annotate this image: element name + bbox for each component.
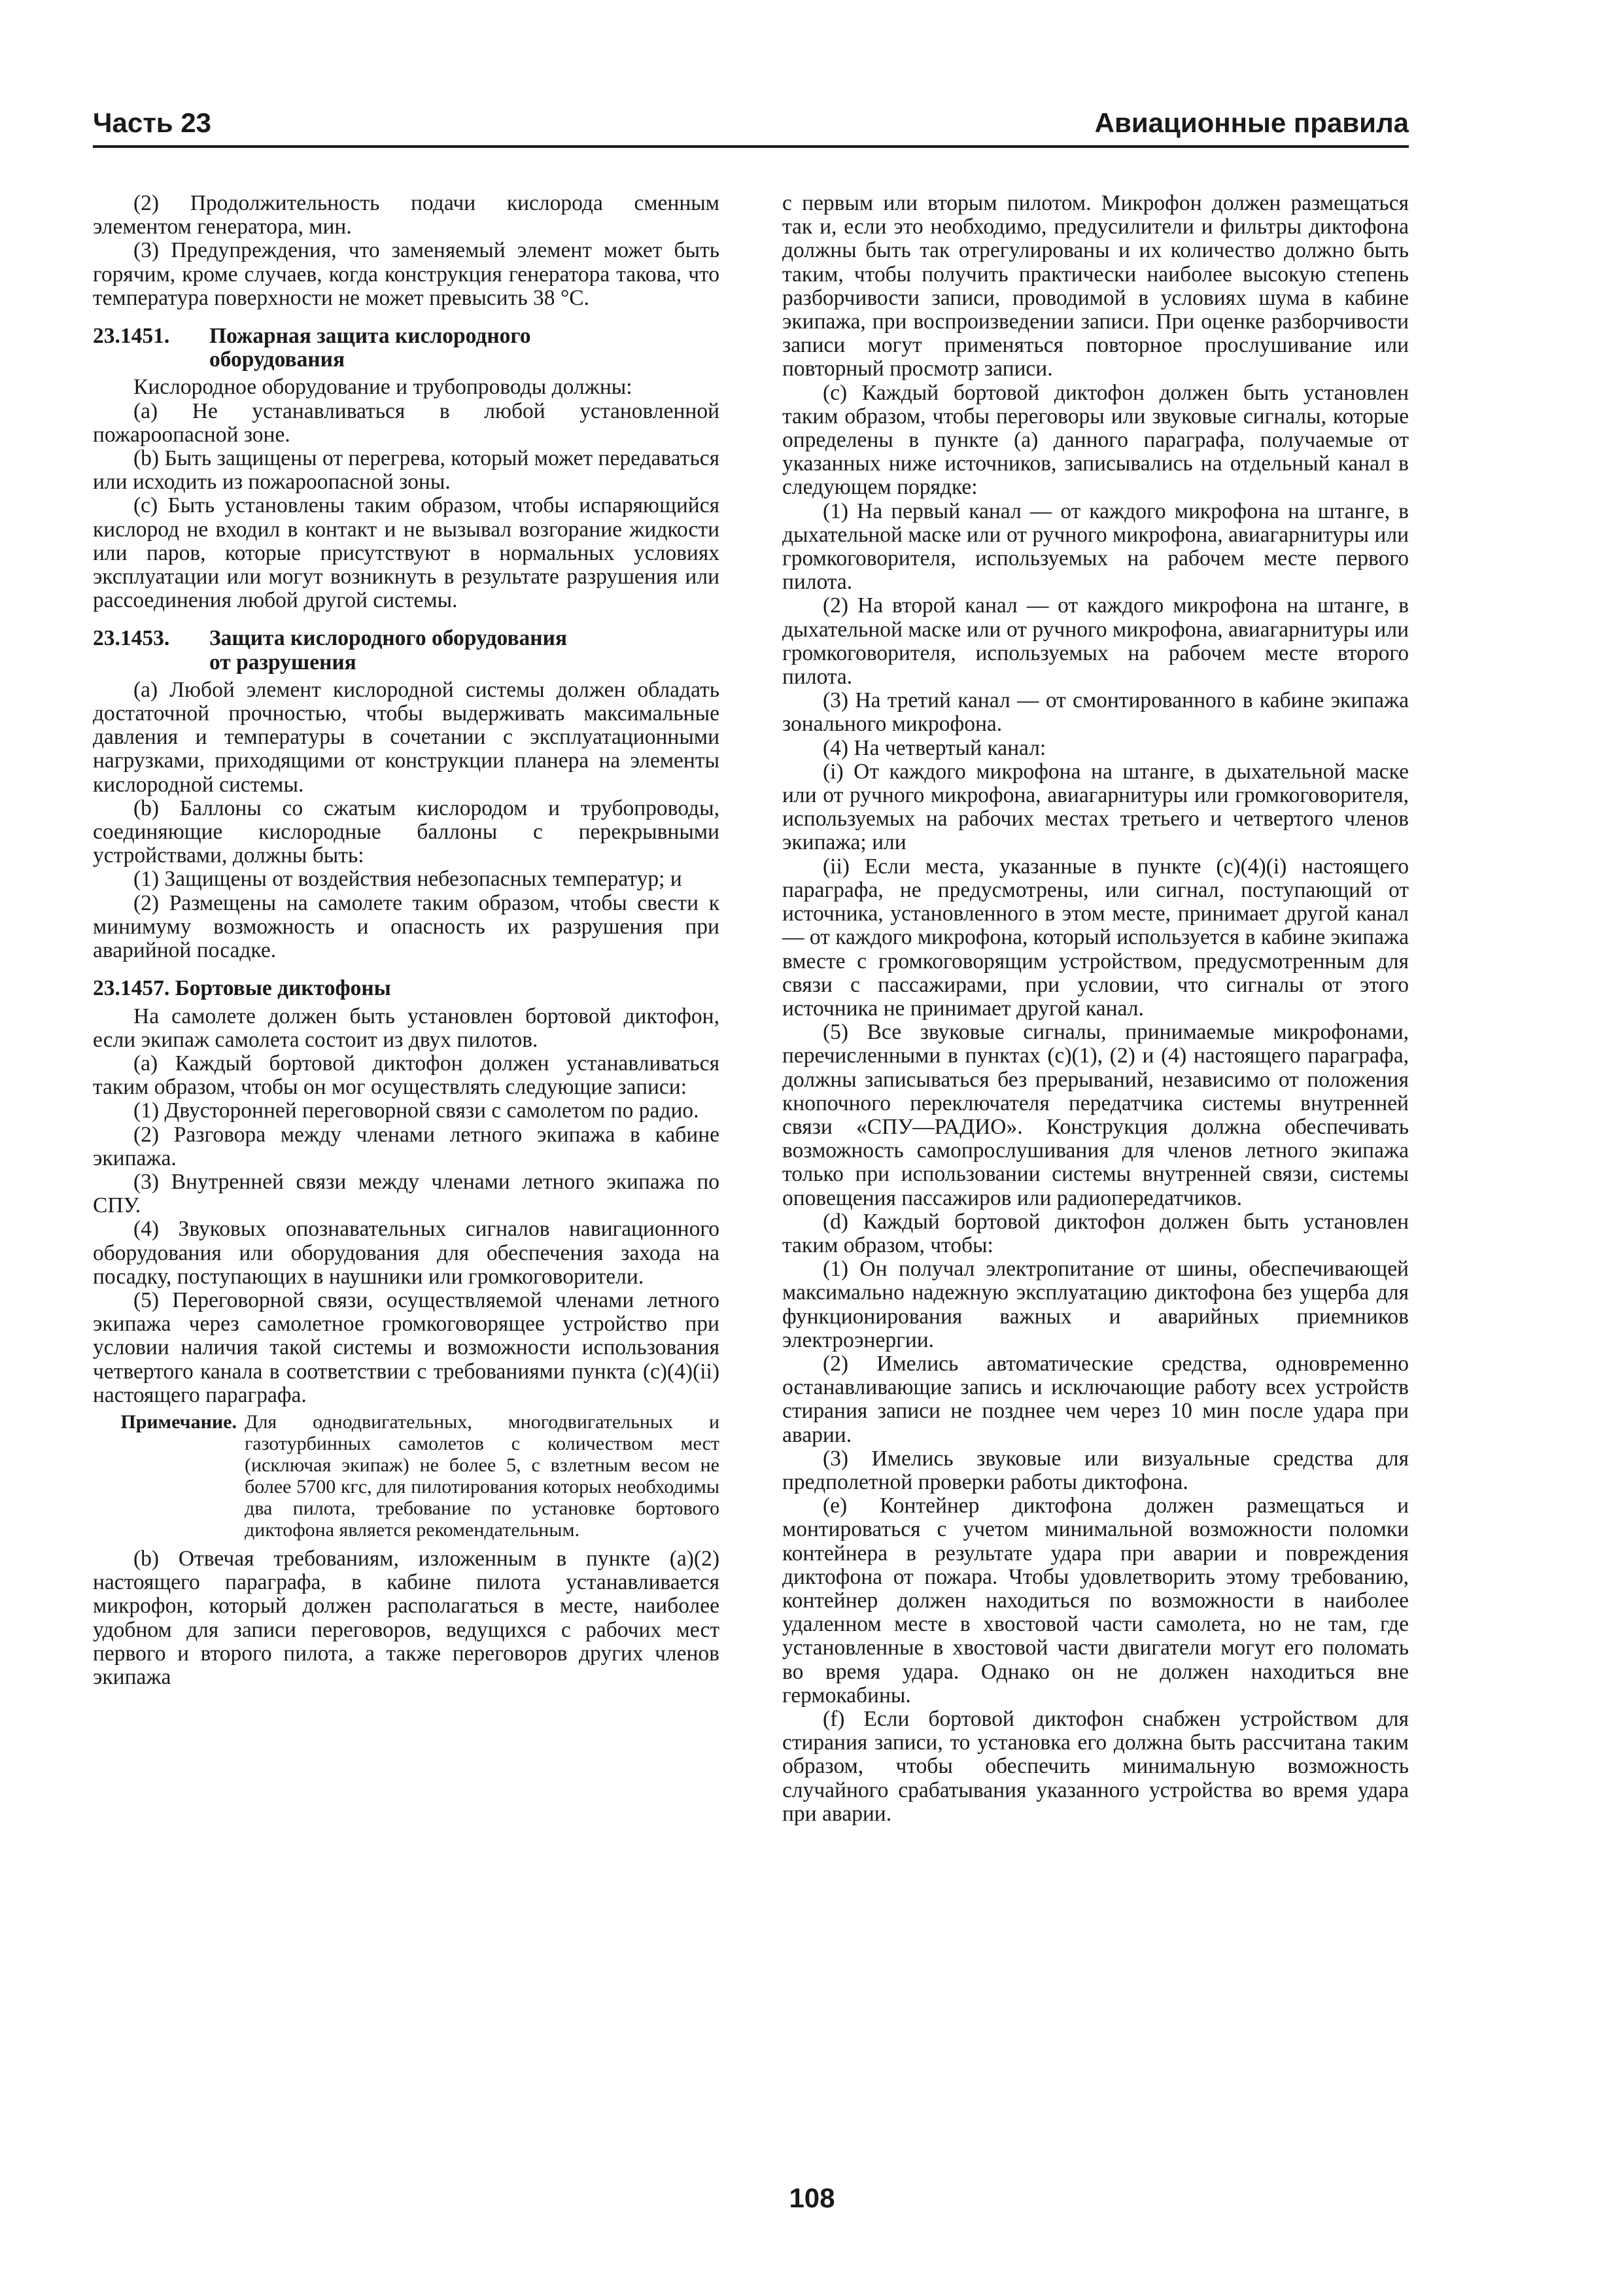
- paragraph: (4) Звуковых опознавательных сигналов навигационного оборудования или оборудования для обеспечения захода на посадку, поступающих в наушники или громкоговорители.: [93, 1217, 719, 1289]
- paragraph: (i) От каждого микрофона на штанге, в дыхательной маске или от ручного микрофона, авиагарнитуры или громкоговорителя, используемых на рабочих местах третьего и четвертого членов экипажа; или: [782, 759, 1409, 855]
- paragraph: (ii) Если места, указанные в пункте (c)(4)(i) настоящего параграфа, не предусмотрены, или сигнал, поступающий от источника, установленного в этом месте, принимает другой канал — от каждого микрофона, который используется в кабине экипажа вместе с громкоговорящим устройством, предусмотренным для связи с пассажирами, при условии, что сигналы от этого источника не принимает другой канал.: [782, 854, 1409, 1021]
- section-number: 23.1457.: [93, 976, 170, 1001]
- paragraph: (5) Переговорной связи, осуществляемой членами летного экипажа через самолетное громкоговорящее устройство при условии наличия такой системы и возможности использования четвертого канала в соответствии с требованиями пункта (c)(4)(ii) настоящего параграфа.: [93, 1288, 719, 1407]
- paragraph: (2) Размещены на самолете таким образом, чтобы свести к минимуму возможность и опасность их разрушения при аварийной посадке.: [93, 890, 719, 963]
- paragraph: (3) Внутренней связи между членами летного экипажа по СПУ.: [93, 1169, 719, 1218]
- paragraph: (3) Имелись звуковые или визуальные средства для предполетной проверки работы диктофона.: [782, 1446, 1409, 1494]
- right-column: [782, 192, 1409, 1826]
- paragraph: На самолете должен быть установлен бортовой диктофон, если экипаж самолета состоит из двух пилотов.: [93, 1004, 719, 1052]
- section-title-cont: оборудования: [209, 347, 345, 372]
- section-heading-23-1453: [93, 627, 719, 674]
- paragraph: (b) Отвечая требованиям, изложенным в пункте (a)(2) настоящего параграфа, в кабине пилота устанавливается микрофон, который должен располагаться в месте, наиболее удобном для записи переговоров, ведущихся с рабочих мест первого и второго пилота, а также переговоров других членов экипажа: [93, 1546, 719, 1689]
- paragraph: (2) Разговора между членами летного экипажа в кабине экипажа.: [93, 1122, 719, 1170]
- section-title: Пожарная защита кислородного: [209, 324, 531, 349]
- page-number: 108: [789, 2182, 835, 2213]
- left-column: [93, 192, 719, 1689]
- paragraph: (e) Контейнер диктофона должен размещаться и монтироваться с учетом минимальной возможности поломки контейнера в результате удара при аварии и повреждения диктофона от пожара. Чтобы удовлетворить этому требованию, контейнер должен находиться по возможности в наиболее удаленном месте в хвостовой части самолета, но не там, где установленные в хвостовой части двигатели могут его поломать во время удара. Однако он не должен находиться вне гермокабины.: [782, 1494, 1409, 1708]
- section-number: 23.1453.: [93, 626, 170, 651]
- paragraph: Кислородное оборудование и трубопроводы должны:: [133, 375, 632, 400]
- paragraph: (c) Быть установлены таким образом, чтобы испаряющийся кислород не входил в контакт и не вызывал возгорание жидкости или паров, которые присутствуют в нормальных условиях эксплуатации или могут возникнуть в результате разрушения или рассоединения любой другой системы.: [93, 493, 719, 613]
- header-title: Авиационные правила: [1094, 107, 1409, 138]
- paragraph: (2) На второй канал — от каждого микрофона на штанге, в дыхательной маске или от ручного микрофона, авиагарнитуры или громкоговорителя, используемых на рабочем месте второго пилота.: [782, 593, 1409, 690]
- paragraph: (1) Он получал электропитание от шины, обеспечивающей максимально надежную эксплуатацию диктофона без ущерба для функционирования важных и аварийных приемников электроэнергии.: [782, 1257, 1409, 1352]
- paragraph: (1) Двусторонней переговорной связи с самолетом по радио.: [133, 1098, 699, 1123]
- paragraph: (5) Все звуковые сигналы, принимаемые микрофонами, перечисленными в пунктах (c)(1), (2) и (4) настоящего параграфа, должны записываться без прерываний, независимо от положения кнопочного переключателя передатчика системы внутренней связи «СПУ—РАДИО». Конструкция должна обеспечивать возможность самопрослушивания для членов летного экипажа только при использовании системы внутренней связи, системы оповещения пассажиров или радиопередатчиков.: [782, 1020, 1409, 1210]
- section-number: 23.1451.: [93, 324, 170, 349]
- paragraph: (a) Каждый бортовой диктофон должен устанавливаться таким образом, чтобы он мог осуществлять следующие записи:: [93, 1051, 719, 1100]
- note-label: Примечание.: [120, 1410, 237, 1433]
- running-header: [93, 98, 1409, 148]
- paragraph: (1) Защищены от воздействия небезопасных температур; и: [133, 867, 682, 892]
- paragraph: (c) Каждый бортовой диктофон должен быть установлен таким образом, чтобы переговоры или звуковые сигналы, которые определены в пункте (a) данного параграфа, получаемые от указанных ниже источников, записывались на отдельный канал в следующем порядке:: [782, 380, 1409, 500]
- paragraph: (a) Не устанавливаться в любой установленной пожароопасной зоне.: [93, 398, 719, 447]
- note: [93, 1411, 719, 1541]
- section-title-cont: от разрушения: [209, 650, 356, 674]
- paragraph: (b) Быть защищены от перегрева, который может передаваться или исходить из пожароопасной зоны.: [93, 446, 719, 495]
- paragraph: (f) Если бортовой диктофон снабжен устройством для стирания записи, то установка его должна быть рассчитана таким образом, чтобы обеспечить минимальную возможность случайного срабатывания указанного устройства во время удара при аварии.: [782, 1707, 1409, 1826]
- paragraph: (3) Предупреждения, что заменяемый элемент может быть горячим, кроме случаев, когда конструкция генератора такова, что температура поверхности не может превысить 38 °С.: [93, 238, 719, 310]
- paragraph: (2) Продолжительность подачи кислорода сменным элементом генератора, мин.: [93, 191, 719, 239]
- section-heading-23-1457: [93, 977, 719, 1000]
- paragraph: (d) Каждый бортовой диктофон должен быть установлен таким образом, чтобы:: [782, 1209, 1409, 1257]
- paragraph: (2) Имелись автоматические средства, одновременно останавливающие запись и исключающие работу всех устройств стирания записи не позднее чем через 10 мин после удара при аварии.: [782, 1351, 1409, 1447]
- paragraph: (3) На третий канал — от смонтированного в кабине экипажа зонального микрофона.: [782, 688, 1409, 737]
- section-heading-23-1451: [93, 324, 719, 372]
- paragraph: с первым или вторым пилотом. Микрофон должен размещаться так и, если это необходимо, предусилители и фильтры диктофона должны быть так отрегулированы и их количество должно быть таким, чтобы получить практически наиболее высокую степень разборчивости записи, проводимой в условиях шума в кабине экипажа, при воспроизведении записи. При оценке разборчивости записи могут применяться повторное прослушивание или повторный просмотр записи.: [782, 191, 1409, 381]
- paragraph: (4) На четвертый канал:: [823, 735, 1046, 760]
- note-text: Для однодвигательных, многодвигательных и газотурбинных самолетов с количеством мест (исключая экипаж) не более 5, с взлетным весом не более 5700 кгс, для пилотирования которых необходимы два пилота, требование по установке бортового диктофона является рекомендательным.: [245, 1410, 719, 1541]
- paragraph: (a) Любой элемент кислородной системы должен обладать достаточной прочностью, чтобы выдерживать максимальные давления и температуры в сочетании с эксплуатационными нагрузками, приходящими от конструкции планера на элементы кислородной системы.: [93, 677, 719, 797]
- paragraph: (b) Баллоны со сжатым кислородом и трубопроводы, соединяющие кислородные баллоны с перекрывными устройствами, должны быть:: [93, 796, 719, 868]
- section-title: Бортовые диктофоны: [175, 976, 391, 1001]
- section-title: Защита кислородного оборудования: [209, 626, 568, 651]
- header-part: Часть 23: [93, 107, 212, 138]
- paragraph: (1) На первый канал — от каждого микрофона на штанге, в дыхательной маске или от ручного микрофона, авиагарнитуры или громкоговорителя, используемых на рабочем месте первого пилота.: [782, 499, 1409, 595]
